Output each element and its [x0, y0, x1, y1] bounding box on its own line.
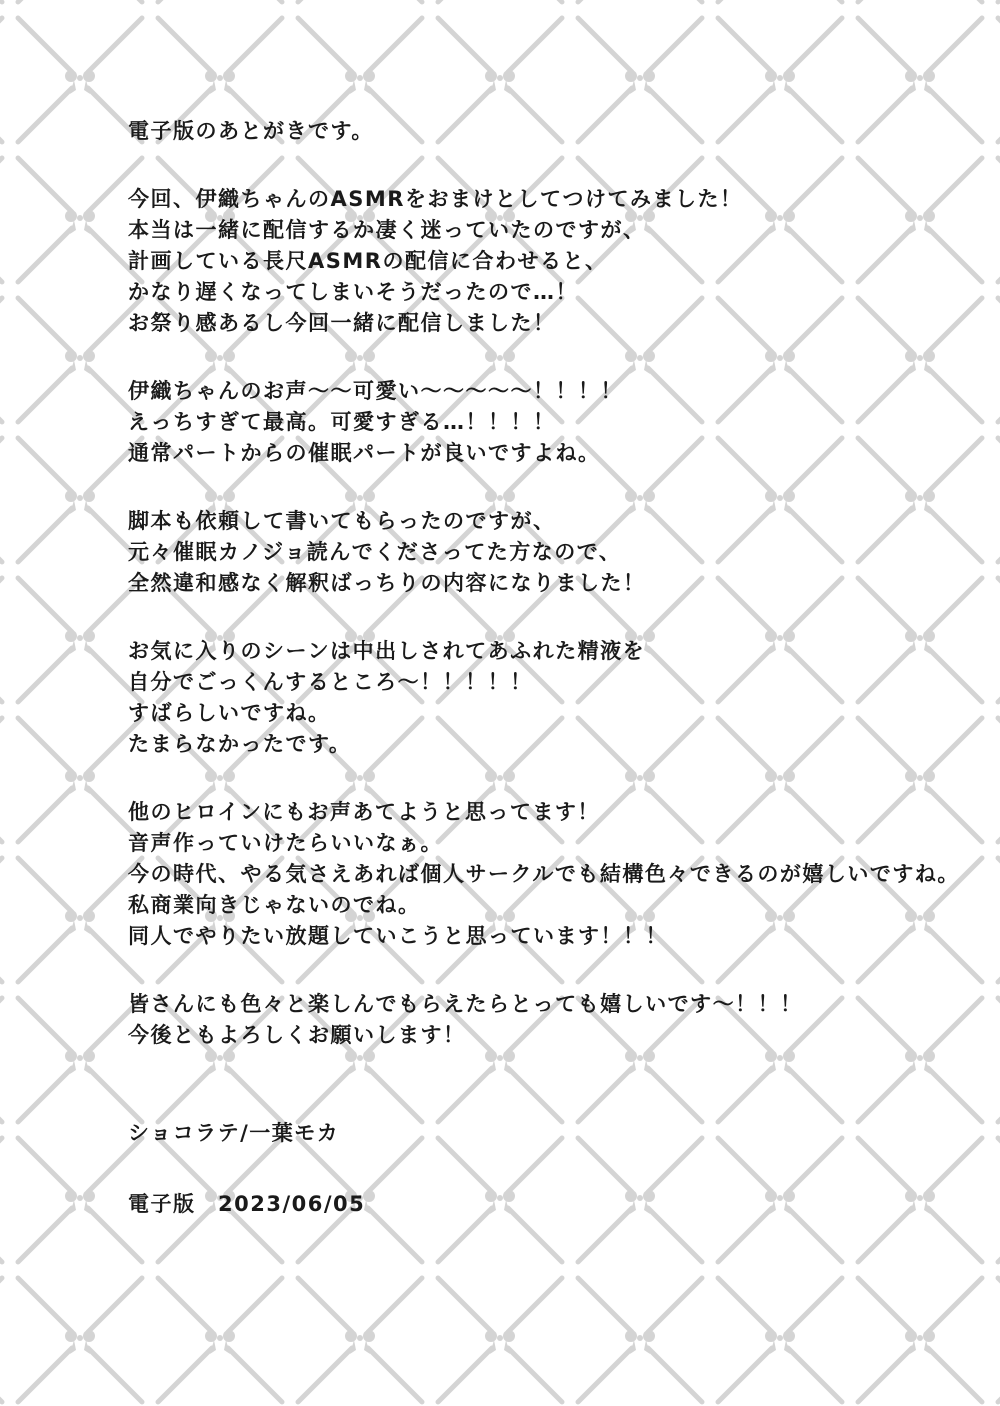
text-line: 本当は一緒に配信するか凄く迷っていたのですが、 [128, 218, 646, 242]
text-line: 自分でごっくんするところ～！！！！！ [128, 670, 533, 694]
text-line: 通常パートからの催眠パートが良いですよね。 [128, 441, 601, 465]
text-line: かなり遅くなってしまいそうだったので…！ [128, 280, 578, 304]
text-line: 元々催眠カノジョ読んでくださってた方なので、 [128, 540, 622, 564]
paragraph-5 [128, 797, 988, 952]
text-line: 私商業向きじゃないのでね。 [128, 893, 421, 917]
text-line: 全然違和感なく解釈ばっちりの内容になりました！ [128, 571, 646, 595]
text-line: えっちすぎて最高。可愛すぎる…！！！！ [128, 410, 556, 434]
paragraph-4 [128, 636, 988, 760]
text-line: 他のヒロインにもお声あてようと思ってます！ [128, 800, 600, 824]
text-line: 今後ともよろしくお願いします！ [128, 1023, 466, 1047]
text-line: お祭り感あるし今回一緒に配信しました！ [128, 311, 556, 335]
text-line: たまらなかったです。 [128, 732, 352, 756]
text-line: 今回、伊織ちゃんのASMRをおまけとしてつけてみました！ [128, 187, 743, 211]
paragraph-1 [128, 184, 988, 339]
text-line: お気に入りのシーンは中出しされてあふれた精液を [128, 639, 646, 663]
edition-date: 電子版 2023/06/05 [128, 1192, 366, 1216]
afterword-text [128, 116, 988, 1220]
text-line: 脚本も依頼して書いてもらったのですが、 [128, 509, 556, 533]
paragraph-6 [128, 989, 988, 1051]
text-line: 伊織ちゃんのお声～～可愛い～～～～～！！！！ [128, 379, 623, 403]
afterword-heading: 電子版のあとがきです。 [128, 119, 374, 143]
text-line: 音声作っていけたらいいなぁ。 [128, 831, 443, 855]
author-signature: ショコラテ/一葉モカ [128, 1121, 340, 1145]
text-line: 計画している長尺ASMRの配信に合わせると、 [128, 249, 608, 273]
paragraph-2 [128, 376, 988, 469]
text-line: 皆さんにも色々と楽しんでもらえたらとっても嬉しいです～！！！ [128, 992, 803, 1016]
paragraph-3 [128, 506, 988, 599]
text-line: すばらしいですね。 [128, 701, 331, 725]
text-line: 同人でやりたい放題していこうと思っています！！！ [128, 924, 668, 948]
text-line: 今の時代、やる気さえあれば個人サークルでも結構色々できるのが嬉しいですね。 [128, 862, 960, 886]
